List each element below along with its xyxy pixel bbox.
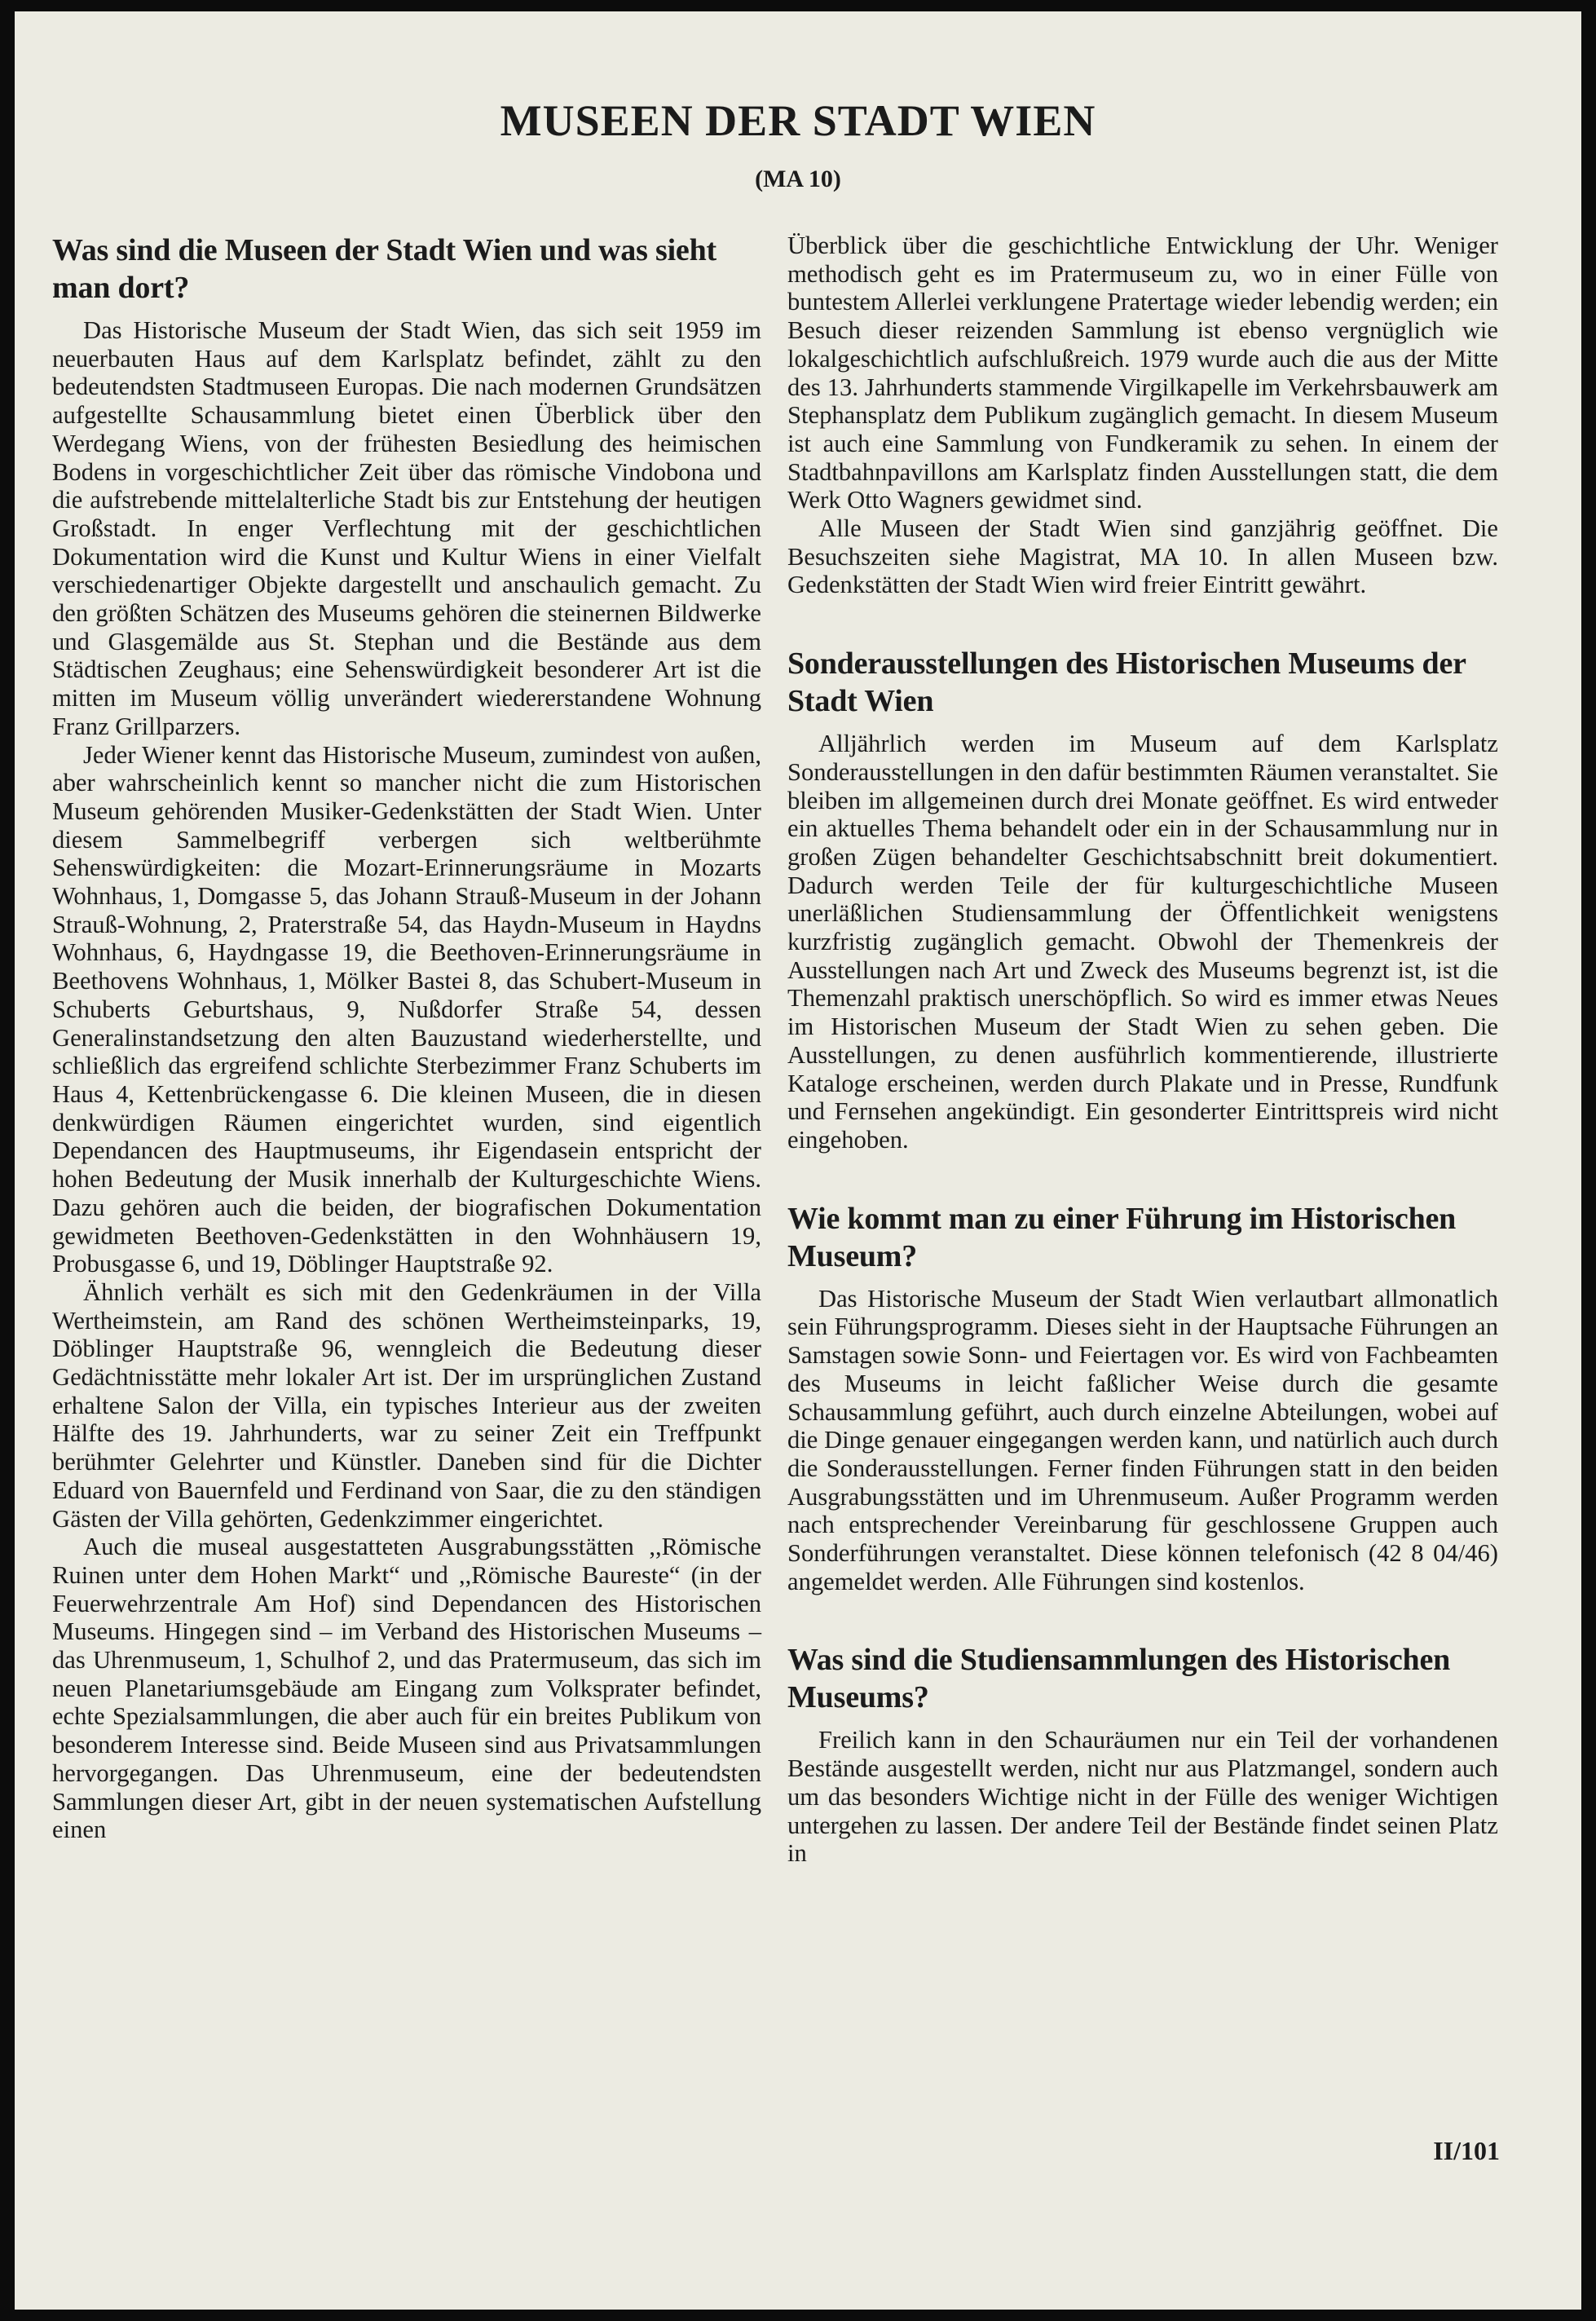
section-heading: Was sind die Studiensammlungen des Historischen Museums? (787, 1643, 1451, 1715)
paragraph: Alle Museen der Stadt Wien sind ganzjährig geöffnet. Die Besuchszeiten siehe Magistrat, MA 10. In allen Museen bzw. Gedenkstätten der Stadt Wien wird freier Eintritt gewährt. (787, 514, 1498, 599)
section-heading-museums: Was sind die Museen der Stadt Wien und was sieht man dort? (52, 233, 716, 305)
page-subtitle: (MA 10) (755, 165, 841, 192)
left-column (52, 232, 761, 1844)
paragraph: Auch die museal ausgestatteten Ausgrabungsstätten ,,Römische Ruinen unter dem Hohen Markt“ und ,,Römische Baureste“ (in der Feuerwehrzentrale Am Hof) sind Dependancen des Historischen Museums. Hingegen sind – im Verband des Historischen Museums – das Uhrenmuseum, 1, Schulhof 2, und das Pratermuseum, das sich im neuen Planetariumsgebäude am Eingang zum Volksprater befindet, echte Spezialsammlungen, die aber auch für ein breites Publikum von besonderem Interesse sind. Beide Museen sind aus Privatsammlungen hervorgegangen. Das Uhrenmuseum, eine der bedeutendsten Sammlungen dieser Art, gibt in der neuen systematischen Aufstellung einen (52, 1533, 761, 1844)
page-title: MUSEEN DER STADT WIEN (500, 96, 1096, 145)
right-column (787, 232, 1498, 1868)
paragraph: Ähnlich verhält es sich mit den Gedenkräumen in der Villa Wertheimstein, am Rand des schönen Wertheimsteinparks, 19, Döblinger Hauptstraße 96, wenngleich die Bedeutung dieser Gedächtnisstätte mehr lokaler Art ist. Der im ursprünglichen Zustand erhaltene Salon der Villa, ein typisches Interieur aus der zweiten Hälfte des 19. Jahrhunderts, war zu seiner Zeit ein Treffpunkt berühmter Gelehrter und Künstler. Daneben sind für die Dichter Eduard von Bauernfeld und Ferdinand von Saar, die zu den ständigen Gästen der Villa gehörten, Gedenkzimmer eingerichtet. (52, 1277, 761, 1533)
paragraph: Das Historische Museum der Stadt Wien, das sich seit 1959 im neuerbauten Haus auf dem Karlsplatz befindet, zählt zu den bedeutendsten Stadtmuseen Europas. Die nach modernen Grundsätzen aufgestellte Schausammlung bietet einen Überblick über den Werdegang Wiens, von der frühesten Besiedlung des heimischen Bodens in vorgeschichtlicher Zeit über das römische Vindobona und die aufstrebende mittelalterliche Stadt bis zur Entstehung der heutigen Großstadt. In enger Verflechtung mit der geschichtlichen Dokumentation wird die Kunst und Kultur Wiens in einer Vielfalt verschiedenartiger Objekte dargestellt und anschaulich gemacht. Zu den größten Schätzen des Museums gehören die steinernen Bildwerke und Glasgemälde aus St. Stephan und die Bestände aus dem Städtischen Zeughaus; eine Sehenswürdigkeit besonderer Art ist die mitten im Museum völlig unverändert wiedererstandene Wohnung Franz Grillparzers. (52, 316, 761, 740)
document-page (15, 11, 1581, 2310)
paragraph: Das Historische Museum der Stadt Wien verlautbart allmonatlich sein Führungsprogramm. Dieses sieht in der Hauptsache Führungen an Samstagen sowie Sonn- und Feiertagen vor. Es wird von Fachbeamten des Museums in leicht faßlicher Weise durch die gesamte Schausammlung geführt, auch durch einzelne Abteilungen, wobei auf die Dinge genauer eingegangen werden kann, und natürlich auch durch die Sonderausstellungen. Ferner finden Führungen statt in den beiden Ausgrabungsstätten und im Uhrenmuseum. Außer Programm werden nach entsprechender Vereinbarung für geschlossene Gruppen auch Sonderführungen veranstaltet. Diese können telefonisch (42 8 04/46) angemeldet werden. Alle Führungen sind kostenlos. (787, 1284, 1498, 1595)
paragraph-continuation: Überblick über die geschichtliche Entwicklung der Uhr. Weniger methodisch geht es im Pratermuseum zu, wo in einer Fülle von buntestem Allerlei verklungene Pratertage wieder lebendig werden; ein Besuch dieser reizenden Sammlung ist ebenso vergnüglich wie lokalgeschichtlich aufschlußreich. 1979 wurde auch die aus der Mitte des 13. Jahrhunderts stammende Virgilkapelle im Verkehrsbauwerk am Stephansplatz dem Publikum zugänglich gemacht. In diesem Museum ist auch eine Sammlung von Fundkeramik zu sehen. In einem der Stadtbahnpavillons am Karlsplatz finden Ausstellungen statt, die dem Werk Otto Wagners gewidmet sind. (787, 232, 1498, 514)
section-studiensammlungen (787, 1641, 1498, 1868)
paragraph: Jeder Wiener kennt das Historische Museum, zumindest von außen, aber wahrscheinlich kennt so mancher nicht die zum Historischen Museum gehörenden Musiker-Gedenkstätten der Stadt Wien. Unter diesem Sammelbegriff verbergen sich weltberühmte Sehenswürdigkeiten: die Mozart-Erinnerungsräume in Mozarts Wohnhaus, 1, Domgasse 5, das Johann Strauß-Museum in der Johann Strauß-Wohnung, 2, Praterstraße 54, das Haydn-Museum in Haydns Wohnhaus, 6, Haydngasse 19, die Beethoven-Erinnerungsräume in Beethovens Wohnhaus, 1, Mölker Bastei 8, das Schubert-Museum in Schuberts Geburtshaus, 9, Nußdorfer Straße 54, dessen Generalinstandsetzung den alten Bauzustand wiederherstellte, und schließlich das ergreifend schlichte Sterbezimmer Franz Schuberts im Haus 4, Kettenbrückengasse 6. Die kleinen Museen, die in diesen denkwürdigen Räumen eingerichtet wurden, sind eigentlich Dependancen des Hauptmuseums, ihr Eigendasein entspricht der hohen Bedeutung der Musik innerhalb der Kulturgeschichte Wiens. Dazu gehören auch die beiden, der biografischen Dokumentation gewidmeten Beethoven-Gedenkstätten in den Wohnhäusern 19, Probusgasse 6, und 19, Döblinger Hauptstraße 92. (52, 740, 761, 1278)
section-sonderausstellungen (787, 645, 1498, 1154)
section-heading: Wie kommt man zu einer Führung im Historischen Museum? (787, 1201, 1457, 1273)
paragraph: Freilich kann in den Schauräumen nur ein Teil der vorhandenen Bestände ausgestellt werden, nicht nur aus Platzmangel, sondern auch um das besonders Wichtige nicht in der Fülle des weniger Wichtigen untergehen zu lassen. Der andere Teil der Bestände findet seinen Platz in (787, 1726, 1498, 1868)
paragraph: Alljährlich werden im Museum auf dem Karlsplatz Sonderausstellungen in den dafür bestimmten Räumen veranstaltet. Sie bleiben im allgemeinen durch drei Monate geöffnet. Es wird entweder ein aktuelles Thema behandelt oder ein in der Schausammlung nur in großen Zügen behandelter Geschichtsabschnitt breit dokumentiert. Dadurch werden Teile der für kulturgeschichtliche Museen unerläßlichen Studiensammlung der Öffentlichkeit wenigstens kurzfristig zugänglich gemacht. Obwohl der Themenkreis der Ausstellungen nach Art und Zweck des Museums begrenzt ist, ist die Themenzahl praktisch unerschöpflich. So wird es immer etwas Neues im Historischen Museum der Stadt Wien zu sehen geben. Die Ausstellungen, zu denen ausführlich kommentierende, illustrierte Kataloge erscheinen, werden durch Plakate und in Presse, Rundfunk und Fernsehen angekündigt. Ein gesonderter Eintrittspreis wird nicht eingehoben. (787, 730, 1498, 1154)
page-number: II/101 (1433, 2136, 1500, 2165)
section-heading: Sonderausstellungen des Historischen Museums der Stadt Wien (787, 646, 1466, 719)
section-fuehrung (787, 1200, 1498, 1596)
